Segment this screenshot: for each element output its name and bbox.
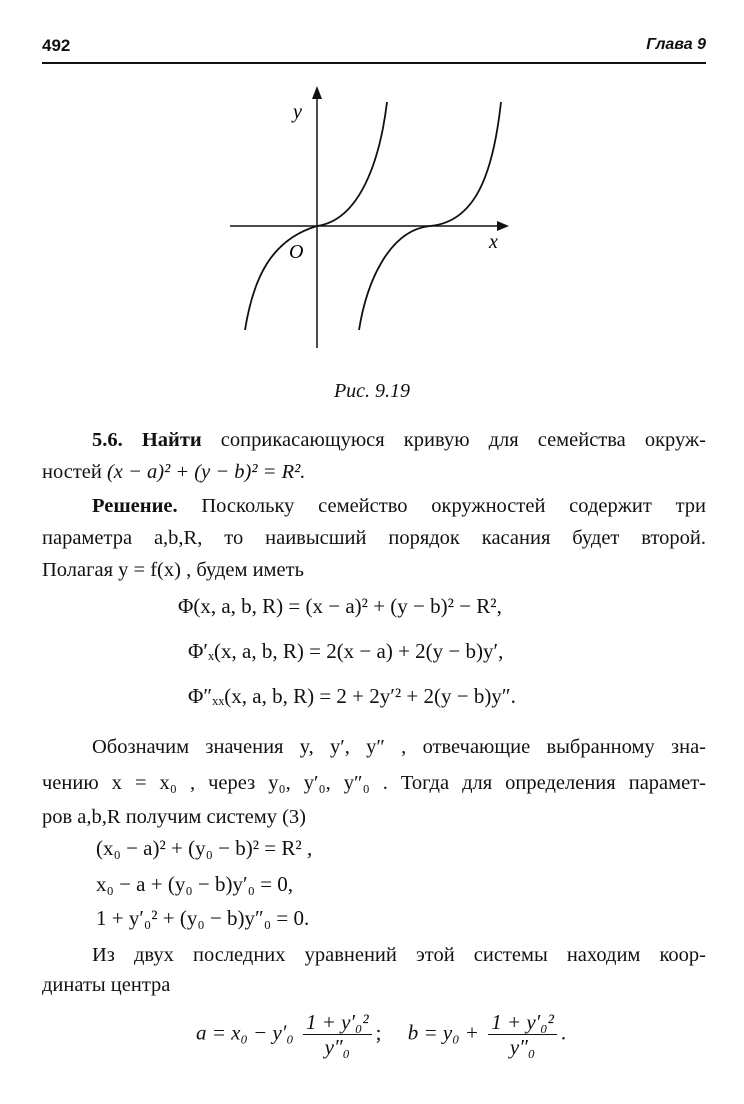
solution-line-3: Полагая y = f(x) , будем иметь [42,559,304,581]
solution-label: Решение. [92,495,178,517]
problem-verb: Найти [141,429,202,451]
figure-caption: Рис. 9.19 [333,380,411,402]
circle-family-formula: (x − a)² + (y − b)² = R². [106,461,306,483]
b-lhs: b = y₀ + [407,1020,479,1045]
system-eq-3: 1 + y′₀² + (y₀ − b)y″₀ = 0. [96,906,310,930]
problem-number: 5.6. [92,429,123,451]
b-denominator: y″₀ [509,1035,536,1059]
page-number: 492 [42,36,71,55]
equation-phi-x: Φ′ₓ(x, a, b, R) = 2(x − a) + 2(y − b)y′, [188,639,504,663]
curve-left [245,102,387,330]
page-header [42,36,706,64]
a-denominator: y″₀ [324,1035,350,1059]
paragraph-2-line-3: ров a,b,R получим систему (3) [42,806,306,828]
a-fraction [303,1010,372,1059]
chapter-title: Глава 9 [646,36,706,53]
x-axis-arrow [497,221,509,231]
center-coordinates-formula: a = x₀ − y′₀ $\frac{\text{1 + y′₀²}}{\text{y″₀}}$ ; b = y₀ + $\frac{\text{1 + y′₀²}}{\text{y″₀}}$ . [196,1010,567,1059]
figure-9-19 [225,80,515,350]
system-eq-1: (x₀ − a)² + (y₀ − b)² = R² , [96,836,313,860]
a-lhs: a = x₀ − y′₀ [196,1020,294,1045]
b-numerator: 1 + y′₀² [488,1010,557,1035]
problem-line-2: ностей (x − a)² + (y − b)² = R². [42,461,306,483]
curve-right [359,102,501,330]
system-eq-2: x₀ − a + (y₀ − b)y′₀ = 0, [96,872,293,896]
paragraph-3-line-1: Из двух последних уравнений этой системы находим коор- [92,944,706,966]
paragraph-2-line-1: Обозначим значения y, y′, y″ , отвечающие выбранному зна- [92,736,706,758]
equation-phi: Φ(x, a, b, R) = (x − a)² + (y − b)² − R², [178,594,502,618]
solution-line-1: Решение. Поскольку семейство окружностей содержит три [92,495,706,517]
origin-label: O [289,241,304,263]
solution-line-2: параметра a,b,R, то наивысший порядок касания будет второй. [42,527,706,549]
y-axis-arrow [312,86,322,99]
y-axis-label: y [293,101,302,123]
equation-phi-xx: Φ″ₓₓ(x, a, b, R) = 2 + 2y′² + 2(y − b)y″. [188,684,516,708]
problem-text-1: соприкасающуюся кривую для семейства окруж- [201,429,707,451]
paragraph-2-line-2: чению x = x₀ , через y₀, y′₀, y″₀ . Тогда для определения парамет- [42,772,706,794]
a-numerator: 1 + y′₀² [303,1010,372,1035]
b-fraction [488,1010,557,1059]
paragraph-3-line-2: динаты центра [42,974,171,996]
x-axis-label: x [489,231,498,253]
problem-line-1 [42,425,706,455]
